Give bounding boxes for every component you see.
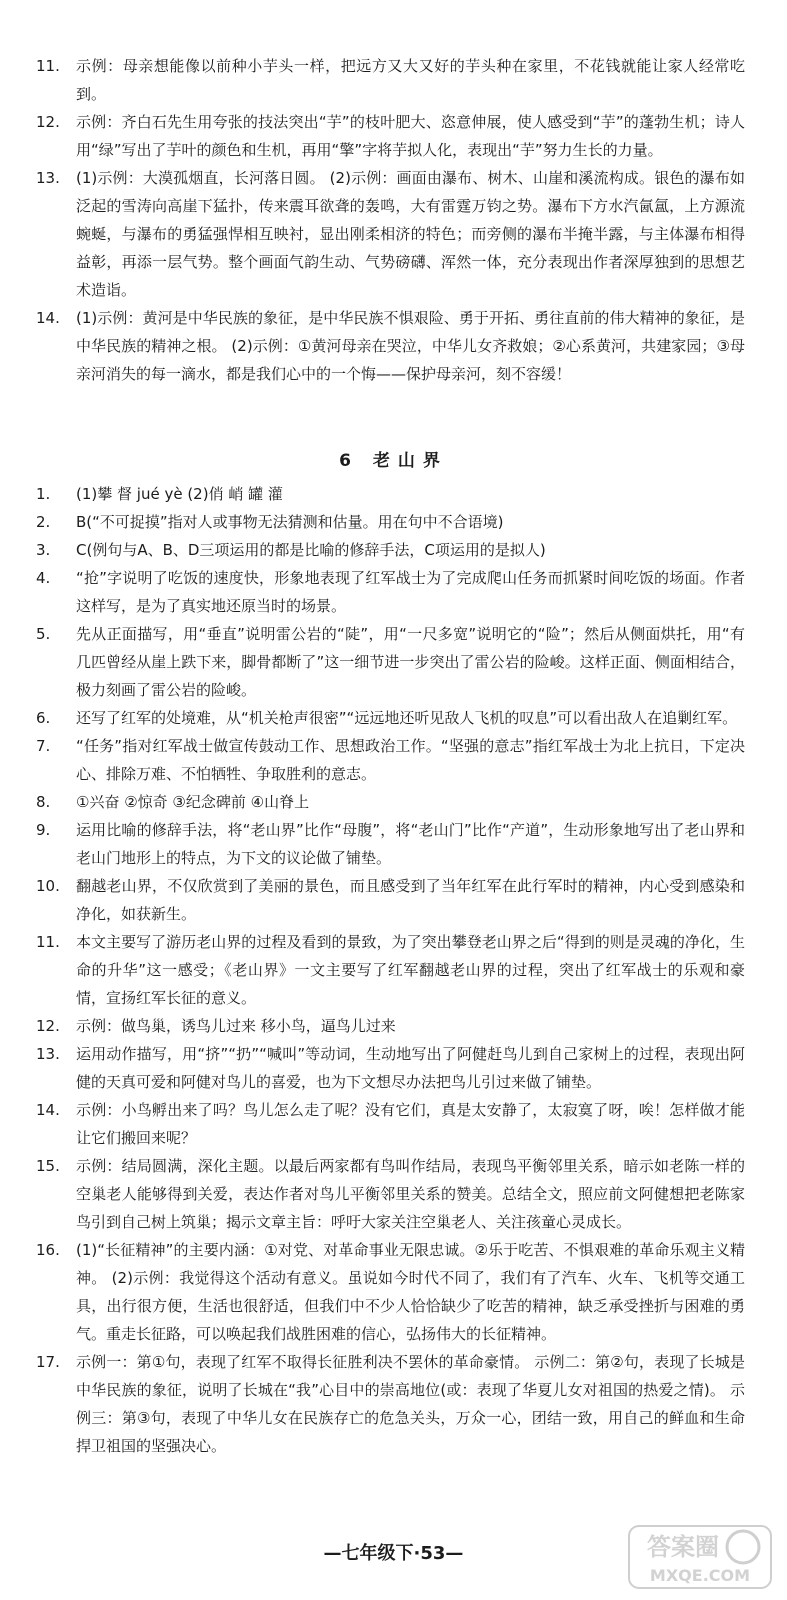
answer-number: 5. <box>36 625 51 643</box>
watermark-text: 答案圈 <box>647 1533 719 1561</box>
answer-item <box>0 1040 787 1096</box>
answer-item <box>0 108 787 164</box>
answer-item <box>0 480 787 508</box>
answer-text: 示例：小鸟孵出来了吗？鸟儿怎么走了呢？没有它们，真是太安静了，太寂寞了呀，唉！怎样做才能让它们搬回来呢？ <box>76 1101 745 1147</box>
answer-number: 15. <box>36 1157 60 1175</box>
answer-text: ①兴奋 ②惊奇 ③纪念碑前 ④山脊上 <box>76 793 310 811</box>
answer-text: 先从正面描写，用“垂直”说明雷公岩的“陡”，用“一尺多宽”说明它的“险”；然后从侧面烘托，用“有几匹曾经从崖上跌下来，脚骨都断了”这一细节进一步突出了雷公岩的险峻。这样正面、侧面相结合，极力刻画了雷公岩的险峻。 <box>76 625 745 699</box>
answer-text: B(“不可捉摸”指对人或事物无法猜测和估量。用在句中不合语境) <box>76 513 504 531</box>
answer-number: 14. <box>36 309 60 327</box>
answer-item <box>0 732 787 788</box>
answer-item <box>0 1096 787 1152</box>
watermark-url: MXQE.COM <box>649 1566 751 1585</box>
answer-number: 10. <box>36 877 60 895</box>
answer-text: (1)示例：黄河是中华民族的象征，是中华民族不惧艰险、勇于开拓、勇往直前的伟大精神的象征，是中华民族的精神之根。 (2)示例：①黄河母亲在哭泣，中华儿女齐救娘；②心系黄河，共建家园；③母亲河消失的每一滴水，都是我们心中的一个悔——保护母亲河，刻不容缓！ <box>76 309 745 383</box>
answer-text: 还写了红军的处境难，从“机关枪声很密”“远远地还听见敌人飞机的叹息”可以看出敌人在追剿红军。 <box>76 709 738 727</box>
answer-item <box>0 1152 787 1236</box>
answer-item <box>0 788 787 816</box>
answer-item <box>0 564 787 620</box>
answer-item <box>0 620 787 704</box>
section-answers <box>0 480 787 1460</box>
answer-item <box>0 304 787 388</box>
answer-text: 本文主要写了游历老山界的过程及看到的景致，为了突出攀登老山界之后“得到的则是灵魂的净化，生命的升华”这一感受；《老山界》一文主要写了红军翻越老山界的过程，突出了红军战士的乐观和豪情，宣扬红军长征的意义。 <box>76 933 745 1007</box>
answer-item <box>0 704 787 732</box>
answer-number: 4. <box>36 569 51 587</box>
answer-number: 13. <box>36 169 60 187</box>
answer-text: 示例：结局圆满，深化主题。以最后两家都有鸟叫作结局，表现鸟平衡邻里关系，暗示如老陈一样的空巢老人能够得到关爱，表达作者对鸟儿平衡邻里关系的赞美。总结全文，照应前文阿健想把老陈家鸟引到自己树上筑巢；揭示文章主旨：呼吁大家关注空巢老人、关注孩童心灵成长。 <box>76 1157 745 1231</box>
answer-number: 1. <box>36 485 51 503</box>
answer-number: 3. <box>36 541 51 559</box>
answer-text: (1)“长征精神”的主要内涵：①对党、对革命事业无限忠诚。②乐于吃苦、不惧艰难的革命乐观主义精神。 (2)示例：我觉得这个活动有意义。虽说如今时代不同了，我们有了汽车、火车、飞机等交通工具，出行很方便，生活也很舒适，但我们中不少人恰恰缺少了吃苦的精神，缺乏承受挫折与困难的勇气。重走长征路，可以唤起我们战胜困难的信心，弘扬伟大的长征精神。 <box>76 1241 745 1343</box>
section-title: 6 老山界 <box>339 451 448 471</box>
answer-item <box>0 872 787 928</box>
answer-number: 13. <box>36 1045 60 1063</box>
answer-item <box>0 164 787 304</box>
answer-text: 翻越老山界，不仅欣赏到了美丽的景色，而且感受到了当年红军在此行军时的精神，内心受到感染和净化，如获新生。 <box>76 877 745 923</box>
watermark-logo <box>625 1522 775 1592</box>
answer-item <box>0 1012 787 1040</box>
answer-text: (1)示例：大漠孤烟直，长河落日圆。 (2)示例：画面由瀑布、树木、山崖和溪流构成。银色的瀑布如泛起的雪涛向高崖下猛扑，传来震耳欲聋的轰鸣，大有雷霆万钧之势。瀑布下方水汽氤氲，上方源流蜿蜒，与瀑布的勇猛强悍相互映衬，显出刚柔相济的特色；而旁侧的瀑布半掩半露，与主体瀑布相得益彰，再添一层气势。整个画面气韵生动、气势磅礴、浑然一体，充分表现出作者深厚独到的思想艺术造诣。 <box>76 169 745 299</box>
answer-text: 示例：齐白石先生用夸张的技法突出“芋”的枝叶肥大、恣意伸展，使人感受到“芋”的蓬勃生机；诗人用“绿”写出了芋叶的颜色和生机，再用“擎”字将芋拟人化，表现出“芋”努力生长的力量。 <box>76 113 745 159</box>
answer-item <box>0 536 787 564</box>
answer-item <box>0 816 787 872</box>
answer-text: “任务”指对红军战士做宣传鼓动工作、思想政治工作。“坚强的意志”指红军战士为北上抗日，下定决心、排除万难、不怕牺牲、争取胜利的意志。 <box>76 737 745 783</box>
answer-item <box>0 508 787 536</box>
answer-number: 6. <box>36 709 51 727</box>
answer-item <box>0 1236 787 1348</box>
answer-text: “抢”字说明了吃饭的速度快，形象地表现了红军战士为了完成爬山任务而抓紧时间吃饭的场面。作者这样写，是为了真实地还原当时的场景。 <box>76 569 745 615</box>
answer-item <box>0 928 787 1012</box>
previous-section-answers <box>0 52 787 388</box>
answer-number: 14. <box>36 1101 60 1119</box>
answer-text: 运用动作描写，用“挤”“扔”“喊叫”等动词，生动地写出了阿健赶鸟儿到自己家树上的过程，表现出阿健的天真可爱和阿健对鸟儿的喜爱，也为下文想尽办法把鸟儿引过来做了铺垫。 <box>76 1045 745 1091</box>
answer-text: (1)攀 督 jué yè (2)俏 峭 罐 灌 <box>76 485 283 503</box>
answer-text: 示例：母亲想能像以前种小芋头一样，把远方又大又好的芋头种在家里，不花钱就能让家人经常吃到。 <box>76 57 745 103</box>
answer-number: 11. <box>36 57 60 75</box>
answer-number: 8. <box>36 793 51 811</box>
answer-number: 16. <box>36 1241 60 1259</box>
answer-text: 示例一：第①句，表现了红军不取得长征胜利决不罢休的革命豪情。 示例二：第②句，表现了长城是中华民族的象征，说明了长城在“我”心目中的崇高地位(或：表现了华夏儿女对祖国的热爱之情)。 示例三：第③句，表现了中华儿女在民族存亡的危急关头，万众一心，团结一致，用自己的鲜血和生命捍卫祖国的坚强决心。 <box>76 1353 745 1455</box>
answer-number: 7. <box>36 737 51 755</box>
answer-number: 9. <box>36 821 51 839</box>
answer-number: 12. <box>36 113 60 131</box>
answer-number: 12. <box>36 1017 60 1035</box>
answer-number: 2. <box>36 513 51 531</box>
answer-item <box>0 1348 787 1460</box>
answer-item <box>0 52 787 108</box>
answer-text: 示例：做鸟巢，诱鸟儿过来 移小鸟，逼鸟儿过来 <box>76 1017 396 1035</box>
answer-number: 11. <box>36 933 60 951</box>
answer-text: C(例句与A、B、D三项运用的都是比喻的修辞手法，C项运用的是拟人) <box>76 541 546 559</box>
answer-number: 17. <box>36 1353 60 1371</box>
page-footer: —七年级下·53— <box>323 1543 464 1564</box>
answer-text: 运用比喻的修辞手法，将“老山界”比作“母腹”，将“老山门”比作“产道”，生动形象地写出了老山界和老山门地形上的特点，为下文的议论做了铺垫。 <box>76 821 745 867</box>
